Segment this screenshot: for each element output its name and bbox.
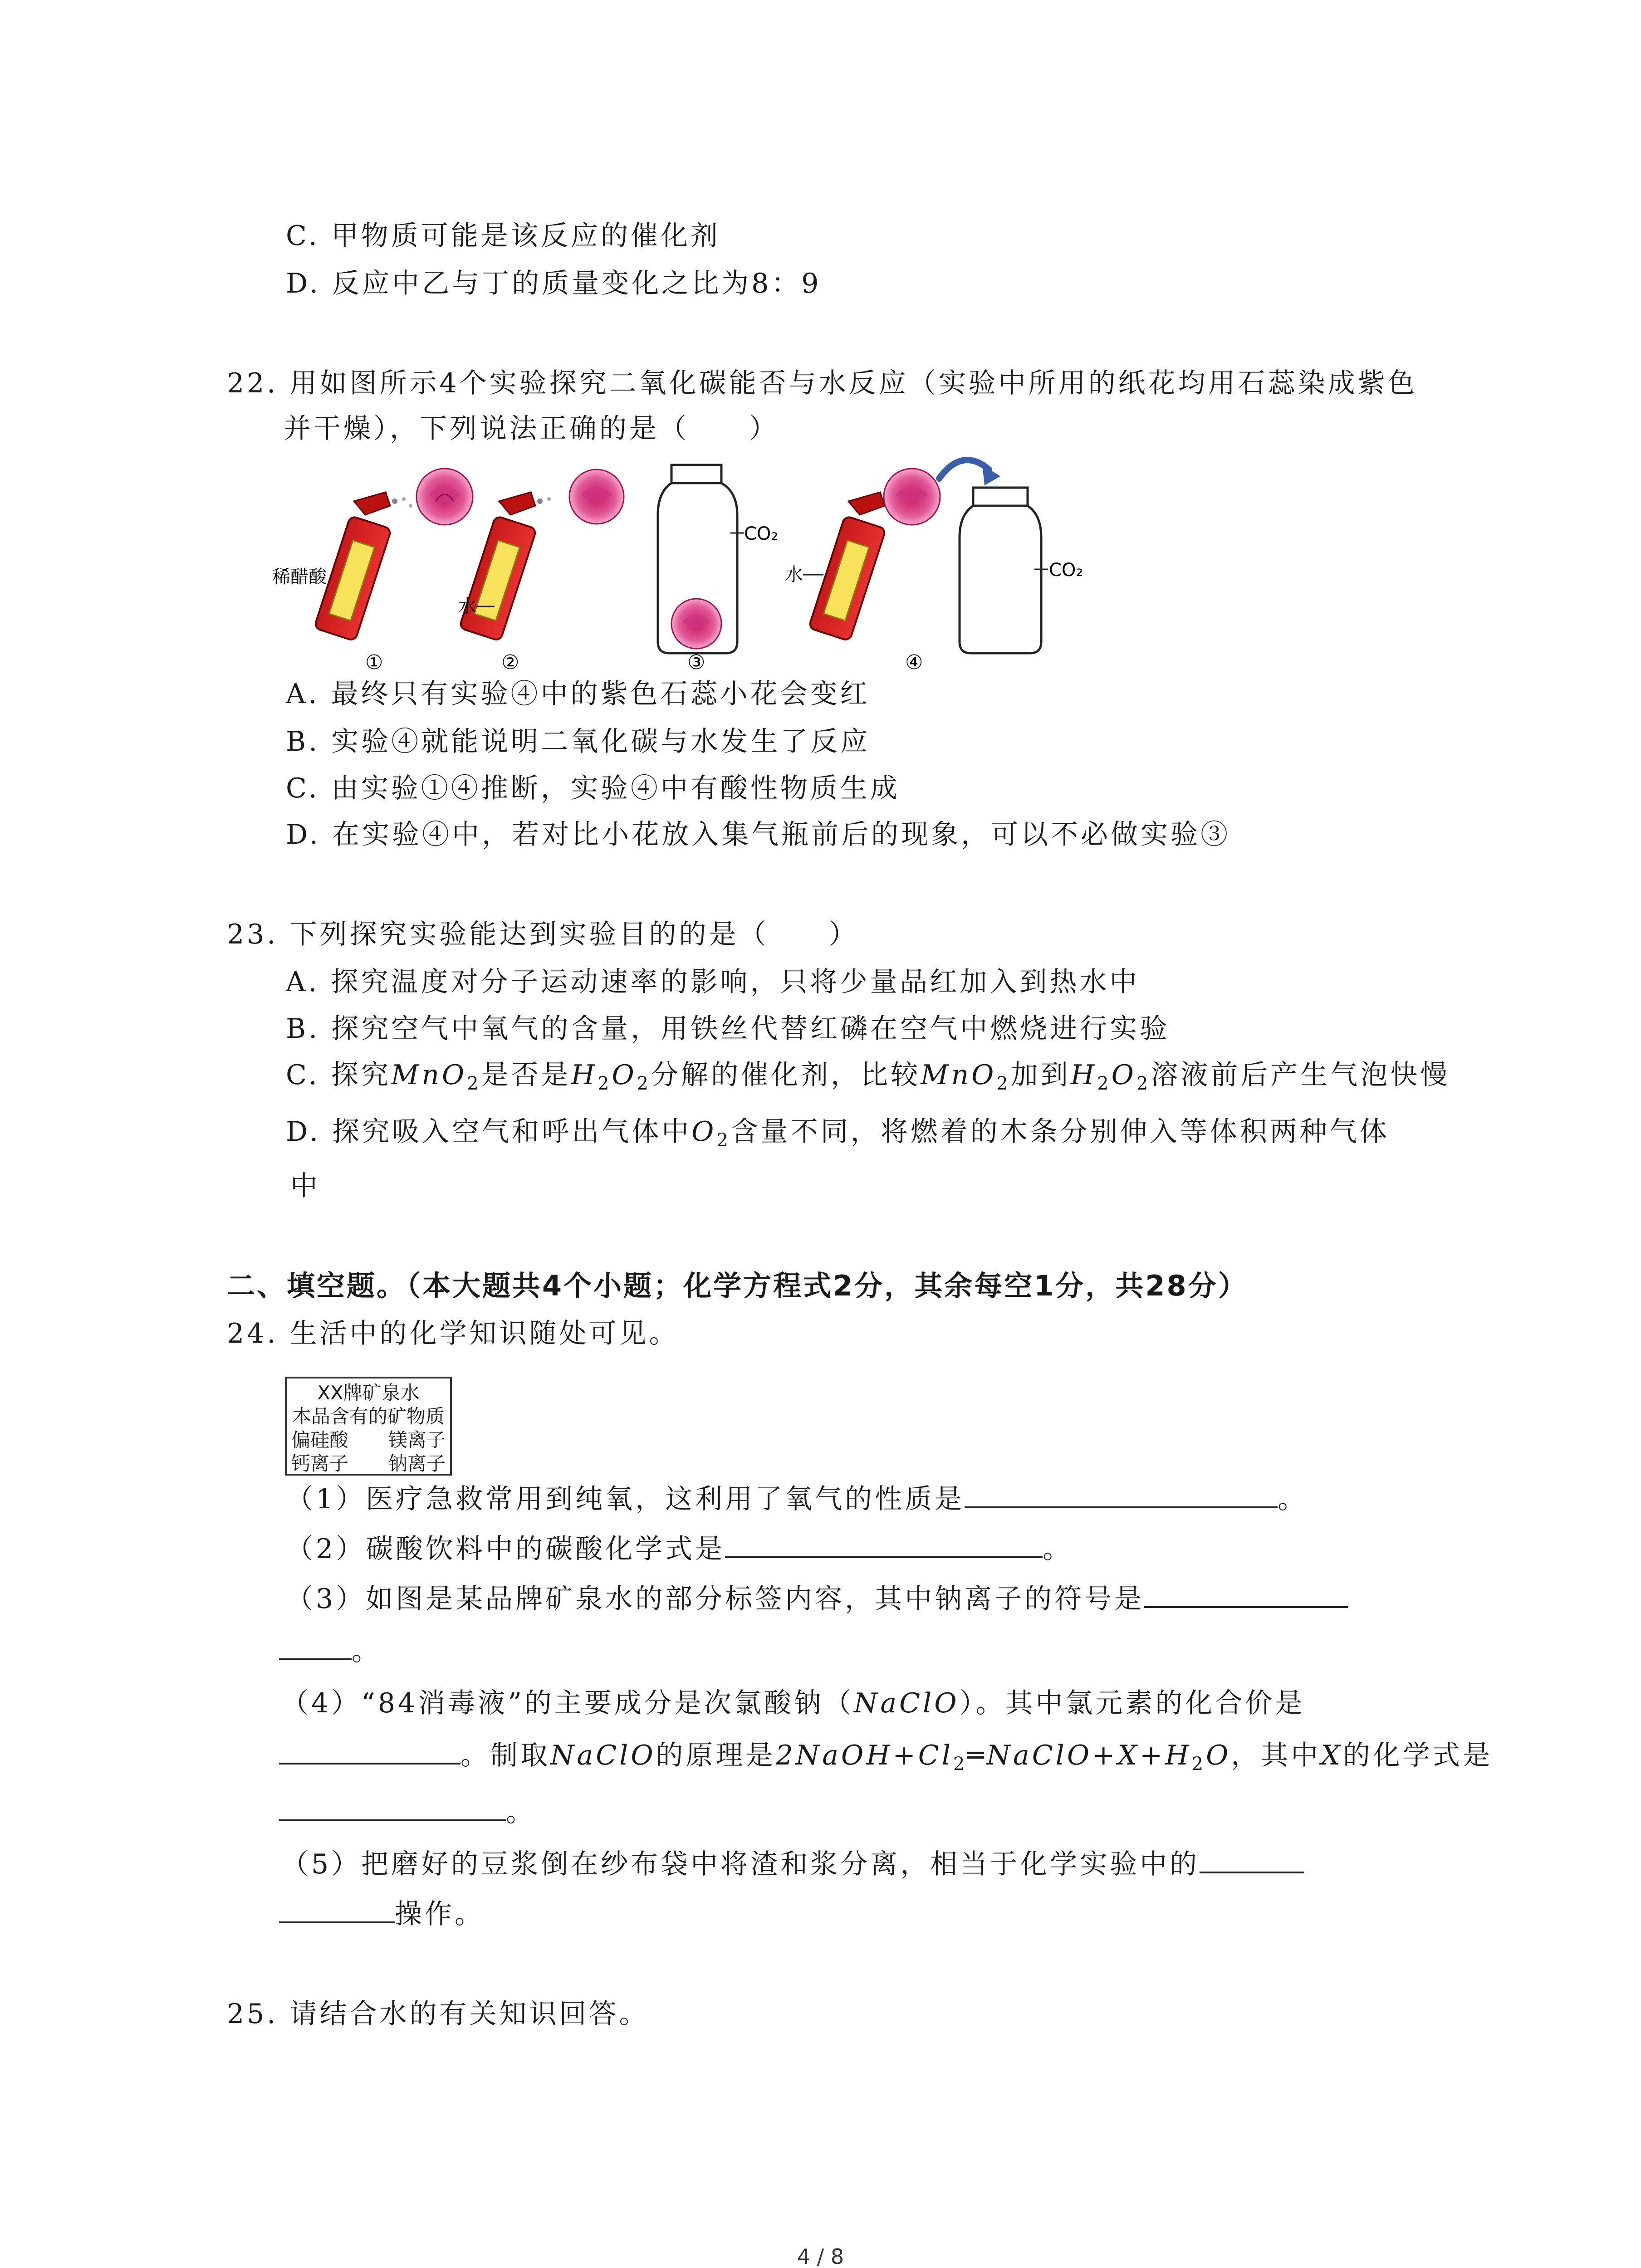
label-brand: XX牌矿泉水 [317,1382,420,1404]
q25-stem: 25. 请结合水的有关知识回答。 [227,1998,649,2030]
q23-stem: 23. 下列探究实验能达到实验目的的是（ ） [227,919,859,950]
q22-experiment-figure [272,451,1134,676]
q21-option-c: C. 甲物质可能是该反应的催化剂 [286,220,720,252]
q23-option-c: C. 探究MnO$_2$是否是$H_2O_2$分解的催化剂，比较MnO$_2$加到$H_2O_2$溶液前后产生气泡快慢 [286,1059,1450,1094]
q23-option-b: B. 探究空气中氧气的含量，用铁丝代替红磷在空气中燃烧进行实验 [286,1013,1170,1045]
q24-blank-4a[interactable] [279,1737,460,1765]
exp-label-1: ① [365,651,383,674]
rose-2 [569,469,624,524]
q22-option-c: C. 由实验①④推断，实验④中有酸性物质生成 [286,772,900,804]
q24-blank-5a[interactable] [1200,1846,1304,1873]
label-water-1: 水 [458,596,476,617]
gas-jar-3 [658,465,744,653]
section-2-title: 二、填空题。（本大题共4个小题；化学方程式2分，其余每空1分，共28分） [227,1269,1248,1302]
q24-blank-2[interactable] [725,1531,1043,1558]
spray-bottle-1 [314,492,412,641]
q24-part-3-cont: 。 [279,1633,382,1669]
label-dilute-acetic-acid: 稀醋酸 [272,567,327,587]
label-item-1: 偏硅酸 [291,1429,349,1451]
q23-option-d-continued: 中 [290,1170,320,1202]
q24-part-5-line1: （5）把磨好的豆浆倒在纱布袋中将渣和浆分离，相当于化学实验中的 [281,1846,1304,1882]
q24-stem: 24. 生活中的化学知识随处可见。 [227,1318,679,1349]
q22-stem-line1: 22. 用如图所示4个实验探究二氧化碳能否与水反应（实验中所用的纸花均用石蕊染成紫色 [227,367,1418,399]
label-item-2: 镁离子 [388,1429,446,1451]
q24-part-5-line2: 操作。 [279,1896,485,1932]
gas-jar-4 [960,488,1048,653]
q22-stem-line2: 并干燥），下列说法正确的是（ ） [284,413,779,445]
q24-part-3: （3）如图是某品牌矿泉水的部分标签内容，其中钠离子的符号是 [286,1581,1348,1617]
exp-label-4: ④ [905,651,923,674]
q23-option-a: A. 探究温度对分子运动速率的影响，只将少量品红加入到热水中 [286,966,1140,998]
label-item-4: 钠离子 [388,1452,446,1475]
q23-option-d: D. 探究吸入空气和呼出气体中$O_2$含量不同，将燃着的木条分别伸入等体积两种气体 [286,1116,1390,1151]
q24-part-4-line1: （4）“84消毒液”的主要成分是次氯酸钠（NaClO）。其中氯元素的化合价是 [281,1687,1305,1719]
q22-option-a: A. 最终只有实验④中的紫色石蕊小花会变红 [286,678,870,710]
exp-label-2: ② [501,651,519,674]
rose-4 [884,469,940,525]
q24-blank-5b[interactable] [279,1896,395,1923]
q22-option-b: B. 实验④就能说明二氧化碳与水发生了反应 [286,726,871,758]
exp-label-3: ③ [687,651,705,674]
q24-blank-3b[interactable] [279,1633,352,1660]
q24-part-4-line3: 。 [279,1794,536,1830]
label-item-3: 钙离子 [291,1452,349,1475]
label-heading: 本品含有的矿物质 [292,1405,445,1427]
q24-part-4-line2: 。制取NaClO的原理是$2NaOH+Cl_2═NaClO+X+H_2O$，其中X的化学式是 [279,1737,1493,1774]
q21-option-d: D. 反应中乙与丁的质量变化之比为8：9 [286,268,822,299]
label-co2-2: CO₂ [1049,560,1083,581]
page-number: 4 / 8 [797,2244,844,2268]
label-water-2: 水 [785,564,803,585]
q24-blank-4b[interactable] [279,1794,506,1821]
curved-arrow-icon [939,460,989,479]
label-co2-1: CO₂ [744,523,779,544]
mineral-water-label [285,1377,452,1476]
q24-part-2: （2）碳酸饮料中的碳酸化学式是 。 [286,1531,1073,1567]
rose-1 [416,469,473,525]
q22-option-d: D. 在实验④中，若对比小花放入集气瓶前后的现象，可以不必做实验③ [286,819,1231,850]
q24-part-1: （1）医疗急救常用到纯氧，这利用了氧气的性质是 。 [286,1481,1308,1517]
q24-blank-3a[interactable] [1144,1581,1348,1608]
q24-blank-1[interactable] [965,1481,1278,1508]
spray-bottle-2 [459,492,551,641]
spray-bottle-4 [808,492,886,641]
